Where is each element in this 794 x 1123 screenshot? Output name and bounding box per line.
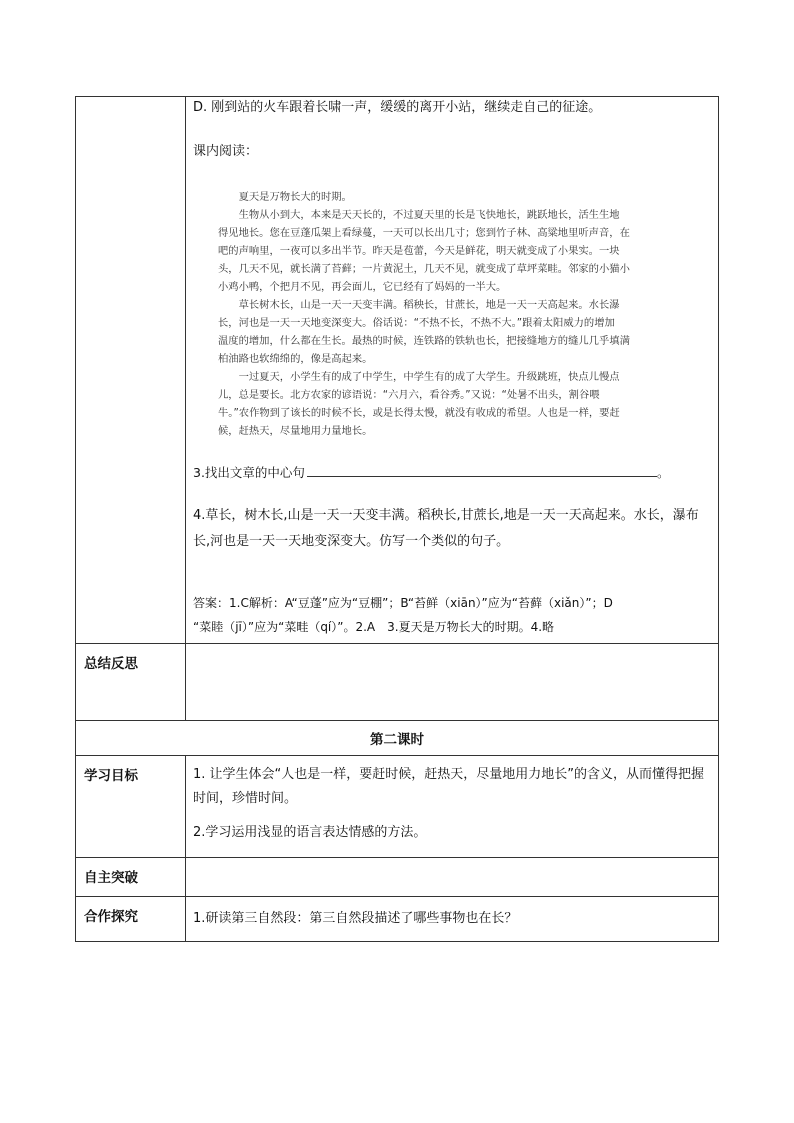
passage-line: 柏油路也软绵绵的，像是高起来。: [218, 353, 373, 365]
passage-line: 生物从小到大，本来是天天长的，不过夏天里的长是飞快地长，跳跃地长，活生生地: [238, 209, 620, 221]
passage-line: 草长树木长，山是一天一天变丰满。稻秧长，甘蔗长，地是一天一天高起来。水长瀑: [238, 299, 620, 311]
cooperation-row: [76, 897, 719, 942]
passage-line: 温度的增加，什么都在生长。最热的时候，连铁路的铁轨也长，把接缝地方的缝儿几乎填满: [218, 335, 630, 347]
empty-label-cell: [76, 97, 186, 644]
summary-content: [186, 644, 719, 721]
question-4: 4.草长，树木长,山是一天一天变丰满。稻秧长,甘蔗长,地是一天一天高起来。水长，瀑布长,河也是一天一天地变深变大。仿写一个类似的句子。: [193, 508, 699, 549]
question-3: [193, 463, 711, 483]
reading-row: [76, 97, 719, 644]
answer-key: [193, 591, 711, 643]
summary-row: [76, 644, 719, 721]
answer-line: “菜睦（jī）”应为“菜畦（qí）”。2.A 3.夏天是万物长大的时期。4.略: [193, 620, 555, 634]
cooperation-label: 合作探究: [76, 897, 186, 942]
option-d: D. 刚到站的火车跟着长啸一声，缓缓的离开小站，继续走自己的征途。: [193, 100, 602, 115]
goal-2: 2.学习运用浅显的语言表达情感的方法。: [193, 825, 427, 840]
goals-label: 学习目标: [76, 756, 186, 858]
question-3-text: 3.找出文章的中心句: [193, 465, 305, 480]
self-study-label: 自主突破: [76, 858, 186, 897]
answer-blank[interactable]: [307, 464, 657, 477]
lesson-plan-table: [75, 96, 719, 942]
self-study-row: [76, 858, 719, 897]
goals-row: [76, 756, 719, 858]
second-lesson-heading: 第二课时: [76, 721, 719, 756]
passage-line: 得见地长。您在豆蓬瓜架上看绿蔓，一天可以长出几寸；您到竹子林、高粱地里听声音，在: [218, 227, 630, 239]
goals-content: [186, 756, 719, 858]
passage-line: 长，河也是一天一天地变深变大。俗话说：“不热不长，不热不大。”跟着太阳威力的增加: [218, 317, 615, 329]
question-3-end: 。: [656, 465, 670, 480]
passage-line: 小鸡小鸭，个把月不见，再会面儿，它已经有了妈妈的一半大。: [218, 281, 507, 293]
passage-line: 吧的声响里，一夜可以多出半节。昨天是苞蕾，今天是鲜花，明天就变成了小果实。一块: [218, 245, 620, 257]
cooperation-question-1: 1.研读第三自然段：第三自然段描述了哪些事物也在长？: [193, 911, 518, 926]
section-row: [76, 721, 719, 756]
reading-content-cell: [186, 97, 719, 644]
passage-line: 儿，总是要长。北方农家的谚语说：“六月六，看谷秀。”又说：“处暑不出头，割谷喂: [218, 389, 600, 401]
passage-line: 候，赶热天，尽量地用力量地长。: [218, 425, 373, 437]
cooperation-content: [186, 897, 719, 942]
answer-line: 答案：1.C解析：A“豆蓬”应为“豆棚”；B“苔鲜（xiān）”应为“苔藓（xiǎn）”；D: [193, 596, 613, 610]
summary-label: 总结反思: [76, 644, 186, 721]
self-study-content: [186, 858, 719, 897]
passage-line: 头，几天不见，就长满了苔藓；一片黄泥土，几天不见，就变成了草坪菜畦。邻家的小猫小: [218, 263, 630, 275]
reading-passage: [218, 188, 738, 440]
passage-line: 牛。”农作物到了该长的时候不长，或是长得太慢，就没有收成的希望。人也是一样，要赶: [218, 407, 620, 419]
goal-1: 1. 让学生体会“人也是一样，要赶时候，赶热天，尽量地用力地长”的含义，从而懂得把握时间，珍惜时间。: [193, 767, 705, 806]
passage-line: 一过夏天，小学生有的成了中学生，中学生有的成了大学生。升级跳班，快点儿慢点: [238, 371, 620, 383]
reading-label: 课内阅读：: [193, 144, 259, 159]
passage-line: 夏天是万物长大的时期。: [238, 191, 352, 203]
